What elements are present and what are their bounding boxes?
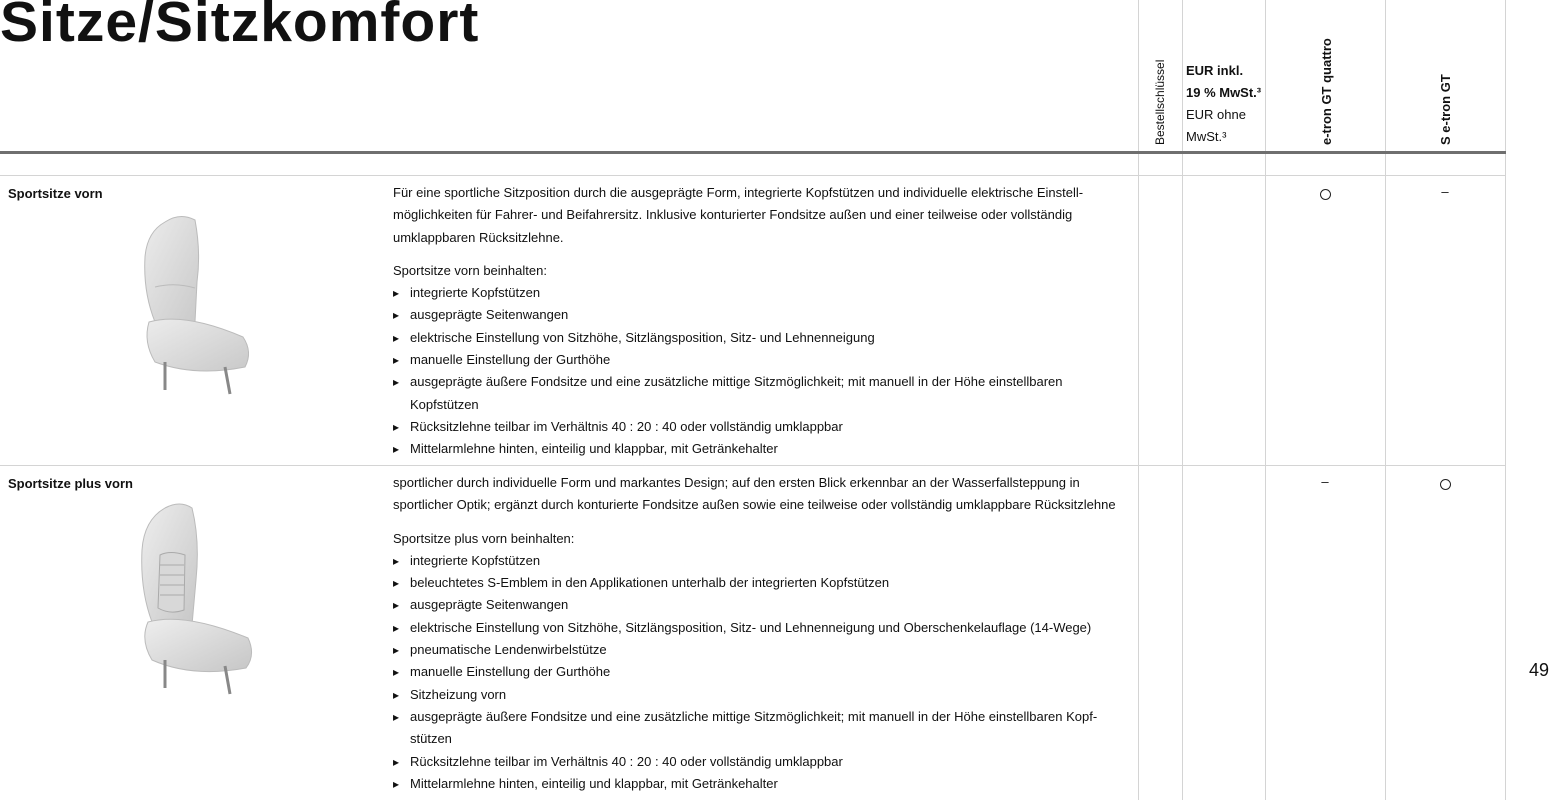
sport-seat-image (135, 212, 260, 402)
availability-mark: – (1441, 184, 1449, 199)
page-title: Sitze/Sitzkomfort (0, 0, 480, 54)
availability-mark: – (1321, 474, 1329, 489)
list-item: ▸ ausgeprägte Seitenwangen (393, 594, 1133, 616)
list-item: ▸ pneumatische Lendenwirbelstütze (393, 639, 1133, 661)
column-divider (1385, 0, 1386, 800)
list-item: ▸ manuelle Einstellung der Gurthöhe (393, 349, 1133, 371)
order-key-header: Bestellschlüssel (1153, 59, 1167, 145)
row-label: Sportsitze vorn (8, 186, 103, 201)
column-divider (1138, 0, 1139, 800)
row-label: Sportsitze plus vorn (8, 476, 133, 491)
model-header-s-etron-gt: S e-tron GT (1438, 74, 1453, 145)
list-item: ▸ elektrische Einstellung von Sitzhöhe, Sitzlängsposition, Sitz- und Lehnenneigung und Oberschenkelauflage (14-Wege) (393, 617, 1133, 639)
row-description: sportlicher durch individuelle Form und markantes Design; auf den ersten Blick erkennbar an der Wasserfallsteppung in sportlicher Optik; ergänzt durch konturierte Fondsitze außen sowie eine teilweise oder vollständig umklappbare Rücksitzlehne Sportsitze plus vorn beinhalten: ▸ integrierte Kopfstützen ▸ beleuchtetes S-Emblem in den Applikationen unterhalb der integrierten Kopfstützen ▸ ausgeprägte Seitenwangen ▸ elektrische Einstellung von Sitzhöhe, Sitzlängsposition, Sitz- und Lehnenneigung und Oberschenkelauflage (14-Wege) ▸ pneumatische Lendenwirbelstütze ▸ manuelle Einstellung der Gurthöhe ▸ Sitzheizung vorn ▸ ausgeprägte äußere Fondsitze und eine zusätzliche mittige Sitzmöglichkeit; mit manuell in der Höhe einstellbaren Kopf-stützen ▸ Rücksitzlehne teilbar im Verhältnis 40 : 20 : 40 oder vollständig umklappbar ▸ Mittelarmlehne hinten, einteilig und klappbar, mit Getränkehalter (393, 472, 1133, 795)
availability-optional-icon (1425, 476, 1465, 491)
column-divider (1505, 0, 1506, 800)
list-item: ▸ Mittelarmlehne hinten, einteilig und klappbar, mit Getränkehalter (393, 773, 1133, 795)
list-item: ▸ ausgeprägte äußere Fondsitze und eine zusätzliche mittige Sitzmöglichkeit; mit manuell in der Höhe einstellbaren Kopfstützen (393, 371, 1133, 416)
list-item: ▸ Rücksitzlehne teilbar im Verhältnis 40 : 20 : 40 oder vollständig umklappbar (393, 751, 1133, 773)
model-header-etron-gt-quattro: e-tron GT quattro (1319, 38, 1334, 145)
list-item: ▸ elektrische Einstellung von Sitzhöhe, Sitzlängsposition, Sitz- und Lehnenneigung (393, 327, 1133, 349)
list-item: ▸ ausgeprägte Seitenwangen (393, 304, 1133, 326)
list-item: ▸ Sitzheizung vorn (393, 684, 1133, 706)
sport-plus-seat-image (130, 500, 265, 700)
column-divider (1182, 0, 1183, 800)
list-item: ▸ manuelle Einstellung der Gurthöhe (393, 661, 1133, 683)
row-divider (0, 175, 1506, 176)
list-item: ▸ integrierte Kopfstützen (393, 282, 1133, 304)
row-divider (0, 465, 1506, 466)
price-header: EUR inkl. 19 % MwSt.³ EUR ohne MwSt.³ (1186, 63, 1262, 144)
list-item: ▸ Mittelarmlehne hinten, einteilig und klappbar, mit Getränkehalter (393, 438, 1133, 460)
list-item: ▸ beleuchtetes S-Emblem in den Applikationen unterhalb der integrierten Kopfstützen (393, 572, 1133, 594)
row-description: Für eine sportliche Sitzposition durch die ausgeprägte Form, integrierte Kopfstützen und individuelle elektrische Einstell-möglichkeiten für Fahrer- und Beifahrersitz. Inklusive konturierter Fondsitze außen und einer teilweise oder vollständig umklappbaren Rücksitzlehne. Sportsitze vorn beinhalten: ▸ integrierte Kopfstützen ▸ ausgeprägte Seitenwangen ▸ elektrische Einstellung von Sitzhöhe, Sitzlängsposition, Sitz- und Lehnenneigung ▸ manuelle Einstellung der Gurthöhe ▸ ausgeprägte äußere Fondsitze und eine zusätzliche mittige Sitzmöglichkeit; mit manuell in der Höhe einstellbaren Kopfstützen ▸ Rücksitzlehne teilbar im Verhältnis 40 : 20 : 40 oder vollständig umklappbar ▸ Mittelarmlehne hinten, einteilig und klappbar, mit Getränkehalter (393, 182, 1133, 461)
list-item: ▸ integrierte Kopfstützen (393, 550, 1133, 572)
feature-list (393, 550, 1133, 795)
list-item: ▸ ausgeprägte äußere Fondsitze und eine zusätzliche mittige Sitzmöglichkeit; mit manuell in der Höhe einstellbaren Kopf-stützen (393, 706, 1133, 751)
page-number: 49 (1529, 660, 1550, 680)
list-item: ▸ Rücksitzlehne teilbar im Verhältnis 40 : 20 : 40 oder vollständig umklappbar (393, 416, 1133, 438)
availability-optional-icon (1305, 186, 1345, 201)
feature-list (393, 282, 1133, 460)
header-rule (0, 151, 1506, 154)
